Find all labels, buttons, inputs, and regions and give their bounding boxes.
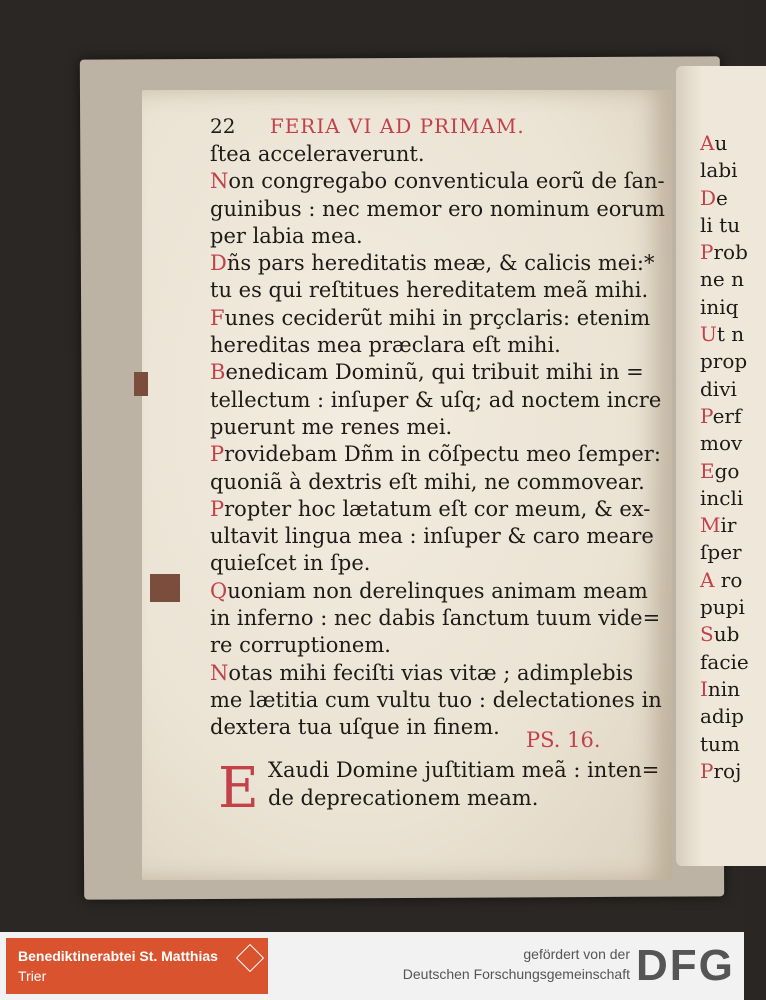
- institution-logo-icon: [236, 944, 264, 972]
- right-page-fragment: De: [700, 185, 728, 210]
- text-line: quieſcet in ſpe.: [210, 551, 371, 576]
- initial-letter: E: [218, 756, 259, 821]
- right-page-fragment: tum: [700, 731, 740, 756]
- right-page-fragment: Mir: [700, 513, 737, 538]
- funding-note: [380, 944, 630, 984]
- text-line: guinibus : nec memor ero nominum eorum: [210, 196, 665, 221]
- text-line: hereditas mea præclara eſt mihi.: [210, 333, 561, 358]
- running-title: FERIA VI AD PRIMAM.: [269, 114, 525, 138]
- funding-line-2: Deutschen Forschungsgemeinschaft: [402, 966, 630, 982]
- dfg-logo[interactable]: DFG: [636, 941, 735, 990]
- rubric-initial: B: [210, 360, 226, 385]
- text-line: dextera tua uſque in finem.: [210, 715, 500, 740]
- right-page-fragment: Sub: [700, 622, 740, 647]
- right-page-fragment: li tu: [700, 212, 741, 237]
- text-line: Benedicam Dominũ, qui tribuit mihi in =: [210, 360, 644, 385]
- right-page-fragment: Ut n: [700, 322, 745, 347]
- text-line: Non congregabo conventicula eorũ de ſan-: [210, 169, 665, 194]
- institution-badge[interactable]: [6, 938, 268, 994]
- right-page-fragment: iniq: [700, 294, 739, 319]
- text-line: ſtea acceleraverunt.: [210, 142, 425, 166]
- exaudi-line-2: de deprecationem meam.: [268, 786, 539, 810]
- text-line: re corruptionem.: [210, 633, 391, 658]
- right-page-fragment: A ro: [700, 567, 743, 592]
- right-page-text: [700, 130, 749, 785]
- page-tab: [134, 372, 148, 396]
- institution-name: Benediktinerabtei St. Matthias: [18, 948, 218, 964]
- text-line: quoniã à dextris eſt mihi, ne commovear.: [210, 469, 645, 494]
- text-line: Propter hoc lætatum eſt cor meum, & ex-: [210, 496, 651, 521]
- funding-line-1: gefördert von der: [523, 946, 630, 962]
- right-page-fragment: Perf: [700, 403, 742, 428]
- page-tab: [150, 574, 180, 602]
- rubric-initial: P: [210, 442, 225, 467]
- page-number: 22: [210, 114, 236, 138]
- text-line: puerunt me renes mei.: [210, 414, 453, 439]
- text-line: tu es qui reſtitues hereditatem meã mihi.: [210, 278, 649, 303]
- institution-city: Trier: [18, 968, 47, 984]
- right-page-fragment: adip: [700, 704, 744, 729]
- rubric-initial: P: [210, 496, 225, 521]
- right-page-fragment: Ego: [700, 458, 740, 483]
- right-page-fragment: Prob: [700, 240, 748, 265]
- right-page-fragment: Proj: [700, 758, 742, 783]
- right-page-fragment: prop: [700, 349, 748, 374]
- running-head: [210, 114, 525, 138]
- text-block: [210, 141, 670, 742]
- text-line: Providebam Dñm in cõſpectu meo ſemper:: [210, 442, 661, 467]
- rubric-initial: F: [210, 305, 225, 330]
- right-page-fragment: Au: [700, 131, 728, 155]
- rubric-initial: N: [210, 169, 229, 194]
- exaudi-line-1: Xaudi Domine juſtitiam meã : inten=: [268, 758, 660, 782]
- psalm-reference: PS. 16.: [526, 728, 601, 752]
- text-line: tellectum : inſuper & uſq; ad noctem incre: [210, 387, 662, 412]
- right-page-fragment: ſper: [700, 540, 742, 565]
- text-line: Quoniam non derelinques animam meam: [210, 578, 648, 603]
- right-page-fragment: Inin: [700, 676, 741, 701]
- rubric-initial: N: [210, 660, 229, 685]
- rubric-initial: Q: [210, 578, 228, 603]
- text-line: Notas mihi feciſti vias vitæ ; adimplebis: [210, 660, 634, 685]
- text-line: Funes ceciderũt mihi in prçclaris: etenim: [210, 305, 651, 330]
- right-page-fragment: divi: [700, 376, 737, 401]
- text-line: ultavit lingua mea : inſuper & caro meare: [210, 524, 654, 549]
- right-page-fragment: labi: [700, 158, 738, 183]
- right-page-fragment: incli: [700, 485, 744, 510]
- text-line: me lætitia cum vultu tuo : delectationes in: [210, 687, 662, 712]
- rubric-initial: D: [210, 251, 227, 276]
- right-page-fragment: pupi: [700, 595, 745, 620]
- text-line: per labia mea.: [210, 223, 363, 248]
- right-page-fragment: mov: [700, 431, 743, 456]
- right-page-fragment: facie: [700, 649, 749, 674]
- text-line: in inferno : nec dabis ſanctum tuum vide=: [210, 606, 661, 631]
- right-page-fragment: ne n: [700, 267, 744, 292]
- text-line: Dñs pars hereditatis meæ, & calicis mei:*: [210, 251, 655, 276]
